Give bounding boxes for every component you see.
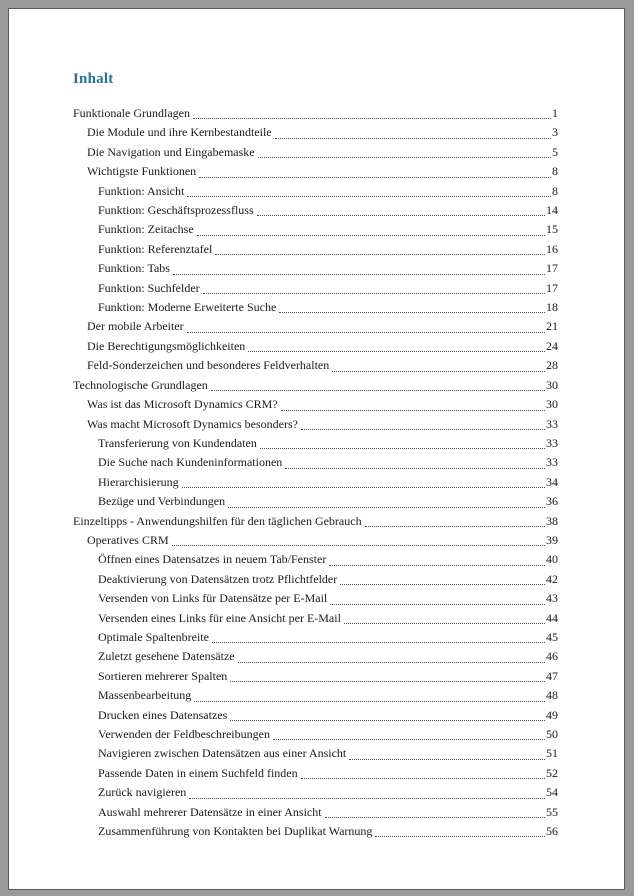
toc-entry-page: 8 — [552, 164, 558, 179]
toc-entry-page: 14 — [546, 203, 558, 218]
leader-dots — [344, 609, 545, 624]
toc-entry-page: 51 — [546, 746, 558, 761]
toc-entry-title: Operatives CRM — [87, 532, 169, 547]
toc-entry-page: 18 — [546, 300, 558, 315]
toc-entry[interactable] — [73, 395, 558, 414]
toc-entry-page: 49 — [546, 707, 558, 722]
toc-entry[interactable] — [73, 415, 558, 434]
toc-entry-title: Navigieren zwischen Datensätzen aus einer Ansicht — [98, 746, 347, 761]
toc-entry-page: 36 — [546, 494, 558, 509]
toc-entry-title: Verwenden der Feldbeschreibungen — [98, 727, 270, 741]
leader-dots — [172, 531, 545, 546]
toc-entry[interactable] — [73, 356, 558, 375]
toc-entry-page: 28 — [546, 358, 558, 373]
leader-dots — [332, 356, 545, 371]
toc-entry[interactable] — [73, 220, 558, 239]
leader-dots — [273, 725, 545, 740]
toc-entry-page: 42 — [546, 571, 558, 586]
toc-entry-title: Was macht Microsoft Dynamics besonders? — [87, 416, 298, 431]
leader-dots — [258, 143, 551, 158]
leader-dots — [285, 453, 545, 468]
toc-entry-page: 1 — [552, 106, 558, 120]
leader-dots — [199, 162, 551, 177]
toc-entry-page: 33 — [546, 435, 558, 450]
toc-entry-title: Massenbearbeitung — [98, 688, 192, 703]
toc-entry-page: 46 — [546, 649, 558, 664]
leader-dots — [193, 104, 551, 119]
toc-entry-title: Optimale Spaltenbreite — [98, 629, 209, 644]
toc-entry[interactable] — [73, 182, 558, 201]
leader-dots — [301, 415, 545, 430]
toc-entry[interactable] — [73, 628, 558, 647]
toc-entry-title: Funktion: Moderne Erweiterte Suche — [98, 300, 277, 315]
toc-entry[interactable] — [73, 686, 558, 705]
leader-dots — [365, 512, 545, 527]
leader-dots — [187, 182, 551, 197]
toc-entry[interactable] — [73, 570, 558, 589]
leader-dots — [189, 783, 545, 798]
toc-entry-title: Zusammenführung von Kontakten bei Duplikat Warnung — [98, 824, 373, 839]
leader-dots — [248, 337, 545, 352]
toc-entry-page: 39 — [546, 532, 558, 547]
toc-entry-page: 33 — [546, 455, 558, 470]
toc-entry[interactable] — [73, 453, 558, 472]
toc-entry[interactable] — [73, 201, 558, 220]
toc-entry[interactable] — [73, 822, 558, 841]
toc-entry[interactable] — [73, 764, 558, 783]
toc-entry[interactable] — [73, 492, 558, 511]
toc-entry-page: 17 — [546, 280, 558, 295]
leader-dots — [230, 667, 545, 682]
toc-entry-page: 48 — [546, 688, 558, 703]
toc-entry[interactable] — [73, 162, 558, 181]
toc-entry[interactable] — [73, 434, 558, 453]
toc-entry-page: 40 — [546, 552, 558, 567]
toc-entry-page: 24 — [546, 338, 558, 353]
toc-entry-page: 55 — [546, 804, 558, 819]
toc-entry-page: 17 — [546, 261, 558, 276]
toc-entry-title: Funktion: Tabs — [98, 261, 170, 276]
leader-dots — [281, 395, 545, 410]
toc-entry[interactable] — [73, 589, 558, 608]
toc-entry-title: Funktion: Referenztafel — [98, 241, 213, 256]
toc-entry-title: Die Berechtigungsmöglichkeiten — [87, 338, 246, 353]
toc-entry-title: Funktionale Grundlagen — [73, 106, 190, 120]
leader-dots — [194, 686, 545, 701]
leader-dots — [215, 240, 545, 255]
toc-entry[interactable] — [73, 512, 558, 531]
toc-entry-page: 16 — [546, 241, 558, 256]
leader-dots — [301, 764, 545, 779]
leader-dots — [330, 589, 545, 604]
leader-dots — [238, 647, 545, 662]
toc-entry[interactable] — [73, 337, 558, 356]
toc-entry-title: Einzeltipps - Anwendungshilfen für den täglichen Gebrauch — [73, 513, 362, 528]
toc-entry-page: 44 — [546, 610, 558, 625]
toc-entry[interactable] — [73, 706, 558, 725]
toc-entry[interactable] — [73, 609, 558, 628]
toc-entry-title: Funktion: Suchfelder — [98, 280, 200, 295]
toc-entry[interactable] — [73, 259, 558, 278]
toc-entry[interactable] — [73, 104, 558, 123]
toc-entry[interactable] — [73, 803, 558, 822]
toc-entry-title: Transferierung von Kundendaten — [98, 435, 257, 450]
toc-entry[interactable] — [73, 298, 558, 317]
toc-entry-page: 56 — [546, 824, 558, 839]
toc-entry-title: Die Suche nach Kundeninformationen — [98, 455, 283, 470]
toc-entry-title: Auswahl mehrerer Datensätze in einer Ansicht — [98, 804, 322, 819]
toc-entry-title: Die Module und ihre Kernbestandteile — [87, 125, 272, 140]
toc-entry-title: Was ist das Microsoft Dynamics CRM? — [87, 397, 278, 412]
toc-entry-title: Zuletzt gesehene Datensätze — [98, 649, 235, 664]
leader-dots — [329, 550, 545, 565]
leader-dots — [230, 706, 545, 721]
leader-dots — [260, 434, 545, 449]
leader-dots — [197, 220, 545, 235]
toc-entry[interactable] — [73, 550, 558, 569]
toc-entry-title: Versenden eines Links für eine Ansicht per E-Mail — [98, 610, 341, 625]
toc-entry-title: Wichtigste Funktionen — [87, 164, 197, 179]
leader-dots — [212, 628, 545, 643]
toc-entry-page: 50 — [546, 727, 558, 741]
toc-entry-page: 54 — [546, 785, 558, 800]
toc-entry[interactable] — [73, 783, 558, 802]
leader-dots — [173, 259, 545, 274]
toc-entry-page: 15 — [546, 222, 558, 237]
toc-entry-page: 5 — [552, 144, 558, 159]
toc-entry-page: 34 — [546, 474, 558, 489]
toc-entry-title: Drucken eines Datensatzes — [98, 707, 228, 722]
toc-entry[interactable] — [73, 143, 558, 162]
toc-entry-title: Die Navigation und Eingabemaske — [87, 144, 255, 159]
toc-entry-page: 45 — [546, 629, 558, 644]
toc-entry-title: Öffnen eines Datensatzes in neuem Tab/Fenster — [98, 552, 327, 567]
toc-entry[interactable] — [73, 531, 558, 550]
toc-entry-page: 33 — [546, 416, 558, 431]
toc-entry-page: 30 — [546, 397, 558, 412]
leader-dots — [203, 279, 545, 294]
toc-entry[interactable] — [73, 473, 558, 492]
leader-dots — [279, 298, 545, 313]
leader-dots — [375, 822, 545, 837]
toc-entry-title: Sortieren mehrerer Spalten — [98, 668, 228, 683]
toc-entry[interactable] — [73, 279, 558, 298]
leader-dots — [340, 570, 545, 585]
toc-entry[interactable] — [73, 647, 558, 666]
toc-entry-title: Bezüge und Verbindungen — [98, 494, 226, 509]
leader-dots — [275, 123, 551, 138]
toc-entry-page: 21 — [546, 319, 558, 334]
page-title: Inhalt — [73, 71, 114, 87]
leader-dots — [187, 317, 545, 332]
toc-entry-page: 3 — [552, 125, 558, 140]
toc-entry[interactable] — [73, 744, 558, 763]
toc-entry[interactable] — [73, 725, 558, 744]
toc-entry-title: Zurück navigieren — [98, 785, 187, 800]
toc-entry-title: Feld-Sonderzeichen und besonderes Feldverhalten — [87, 358, 330, 373]
toc-entry-title: Versenden von Links für Datensätze per E-Mail — [98, 591, 328, 606]
leader-dots — [182, 473, 545, 488]
toc-entry-title: Der mobile Arbeiter — [87, 319, 184, 334]
toc-entry-page: 52 — [546, 765, 558, 780]
toc-entry-page: 43 — [546, 591, 558, 606]
leader-dots — [325, 803, 545, 818]
toc-list — [73, 104, 558, 841]
toc-entry-title: Hierarchisierung — [98, 474, 179, 489]
toc-entry[interactable] — [73, 667, 558, 686]
leader-dots — [211, 376, 545, 391]
toc-entry-title: Funktion: Geschäftsprozessfluss — [98, 203, 254, 218]
toc-entry-title: Deaktivierung von Datensätzen trotz Pflichtfelder — [98, 571, 338, 586]
leader-dots — [257, 201, 545, 216]
toc-entry[interactable] — [73, 376, 558, 395]
toc-entry-title: Funktion: Zeitachse — [98, 222, 194, 237]
toc-entry[interactable] — [73, 317, 558, 336]
leader-dots — [228, 492, 545, 507]
toc-entry-page: 30 — [546, 377, 558, 392]
toc-entry-page: 47 — [546, 668, 558, 683]
toc-entry[interactable] — [73, 240, 558, 259]
toc-entry-title: Passende Daten in einem Suchfeld finden — [98, 765, 298, 780]
document-page — [8, 8, 625, 890]
leader-dots — [349, 744, 545, 759]
toc-entry[interactable] — [73, 123, 558, 142]
toc-entry-title: Technologische Grundlagen — [73, 377, 208, 392]
toc-entry-page: 38 — [546, 513, 558, 528]
toc-entry-title: Funktion: Ansicht — [98, 183, 185, 198]
toc-entry-page: 8 — [552, 183, 558, 198]
